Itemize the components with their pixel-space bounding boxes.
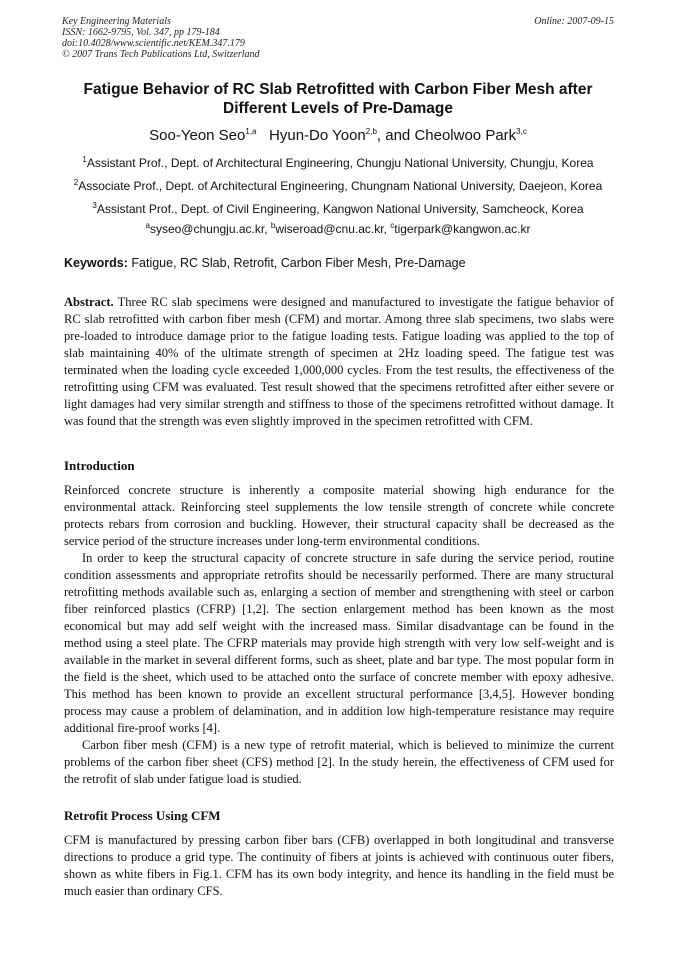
issn: ISSN: 1662-9795, Vol. 347, pp 179-184 [62,27,220,38]
author-sup: 3,c [516,127,527,136]
author-sup: 2,b [365,127,377,136]
paragraph: Carbon fiber mesh (CFM) is a new type of retrofit material, which is believed to minimize the current problems of the carbon fiber sheet (CFS) method [2]. In the study herein, the effectiveness of CFM used for the retrofit of slab under fatigue load is studied. [64,738,614,786]
affiliation-sup: 1 [82,155,87,164]
abstract [64,294,614,430]
paragraph: Reinforced concrete structure is inherently a composite material showing high endurance for the environmental attack. Reinforcing steel supplements the low tensile strength of concrete while concrete protects rebars from corrosion and buckling. However, their structural capacity shall be decreased as the service period of the structure increases under long-term environmental conditions. [64,483,614,548]
online-date: Online: 2007-09-15 [534,16,614,27]
section-heading-introduction: Introduction [64,458,135,473]
section-heading-retrofit: Retrofit Process Using CFM [64,808,221,823]
email-list [62,222,614,236]
affiliation-3 [62,202,614,216]
keywords-label: Keywords: [64,256,128,270]
paragraph: In order to keep the structural capacity of concrete structure in safe during the service period, routine condition assessments and appropriate retrofits should be necessarily performed. There are many structural retrofitting methods available such as, enlarging a section of member and strengthening with steel or carbon fiber reinforced plastics (CFRP) [1,2]. The section enlargement method has been known as the most economical but may add self weight with the increased mass. Similar disadvantage can be found in the method using a steel plate. The CFRP materials may provide high strength with very low self-weight and is available in the market in several different forms, such as sheet, plate and bar type. The most popular form in the field is the sheet, which used to be attached onto the surface of concrete member with epoxy adhesive. This method has been known to provide an excellent structural performance [3,4,5]. However bonding process may cause a problem of delamination, and in addition low high-temperature resistance may require additional fire-proof works [4]. [64,551,614,735]
affiliation-sup: 3 [92,201,97,210]
author-name: Hyun-Do Yoon [269,127,366,144]
doi: doi:10.4028/www.scientific.net/KEM.347.179 [62,38,245,49]
affiliation-sup: 2 [73,178,79,187]
email-sup: c [390,221,395,230]
affiliation-text: Associate Prof., Dept. of Architectural Engineering, Chungnam National University, Daejeon, Korea [78,179,603,193]
affiliation-1 [62,156,614,170]
author-list [62,127,614,144]
author-name: Soo-Yeon Seo [149,127,246,144]
copyright: © 2007 Trans Tech Publications Ltd, Switzerland [62,49,260,60]
title-line-1: Fatigue Behavior of RC Slab Retrofitted with Carbon Fiber Mesh after [83,81,593,98]
author-sup: 1,a [245,127,257,136]
journal-info [62,16,260,60]
keywords [64,256,466,270]
email-sup: b [270,221,276,230]
keywords-text: Fatigue, RC Slab, Retrofit, Carbon Fiber Mesh, Pre-Damage [131,256,466,270]
affiliation-2 [62,179,614,193]
paragraph: CFM is manufactured by pressing carbon fiber bars (CFB) overlapped in both longitudinal and transverse directions to produce a grid type. The continuity of fibers at joints is achieved with continuous outer fibers, shown as white fibers in Fig.1. CFM has its own body integrity, and hence its handling in the field must be much easier than ordinary CFS. [64,833,614,898]
author-separator: , and [376,127,411,144]
email: syseo@chungju.ac.kr, [149,222,268,236]
title-line-2: Different Levels of Pre-Damage [223,100,453,117]
journal-name: Key Engineering Materials [62,16,171,27]
email: tigerpark@kangwon.ac.kr [394,222,531,236]
email: wiseroad@cnu.ac.kr, [275,222,387,236]
affiliation-text: Assistant Prof., Dept. of Architectural Engineering, Chungju National University, Chungju, Korea [86,156,594,170]
abstract-label: Abstract. [64,295,114,309]
abstract-text: Three RC slab specimens were designed and manufactured to investigate the fatigue behavior of RC slab retrofitted with carbon fiber mesh (CFM) and mortar. Among three slab specimens, two slabs were pre-loaded to introduce damage prior to the fatigue loading tests. Fatigue loading was applied to the top of slab maintaining 40% of the ultimate strength of specimen at 2Hz loading speed. The fatigue test was terminated when the loading cycle exceeded 1,000,000 cycles. From the test results, the effectiveness of the retrofitting using CFM was evaluated. Test result showed that the specimens retrofitted after either severe or light damages had very similar strength and stiffness to those of the specimens retrofitted without damage. It was found that the strength was even slightly improved in the specimen retrofitted with CFM. [64,295,614,428]
email-sup: a [145,221,150,230]
author-name: Cheolwoo Park [414,127,517,144]
paper-title [62,80,614,118]
introduction-body [64,482,614,788]
retrofit-body [64,832,614,900]
affiliation-text: Assistant Prof., Dept. of Civil Engineering, Kangwon National University, Samcheock, Korea [96,202,584,216]
